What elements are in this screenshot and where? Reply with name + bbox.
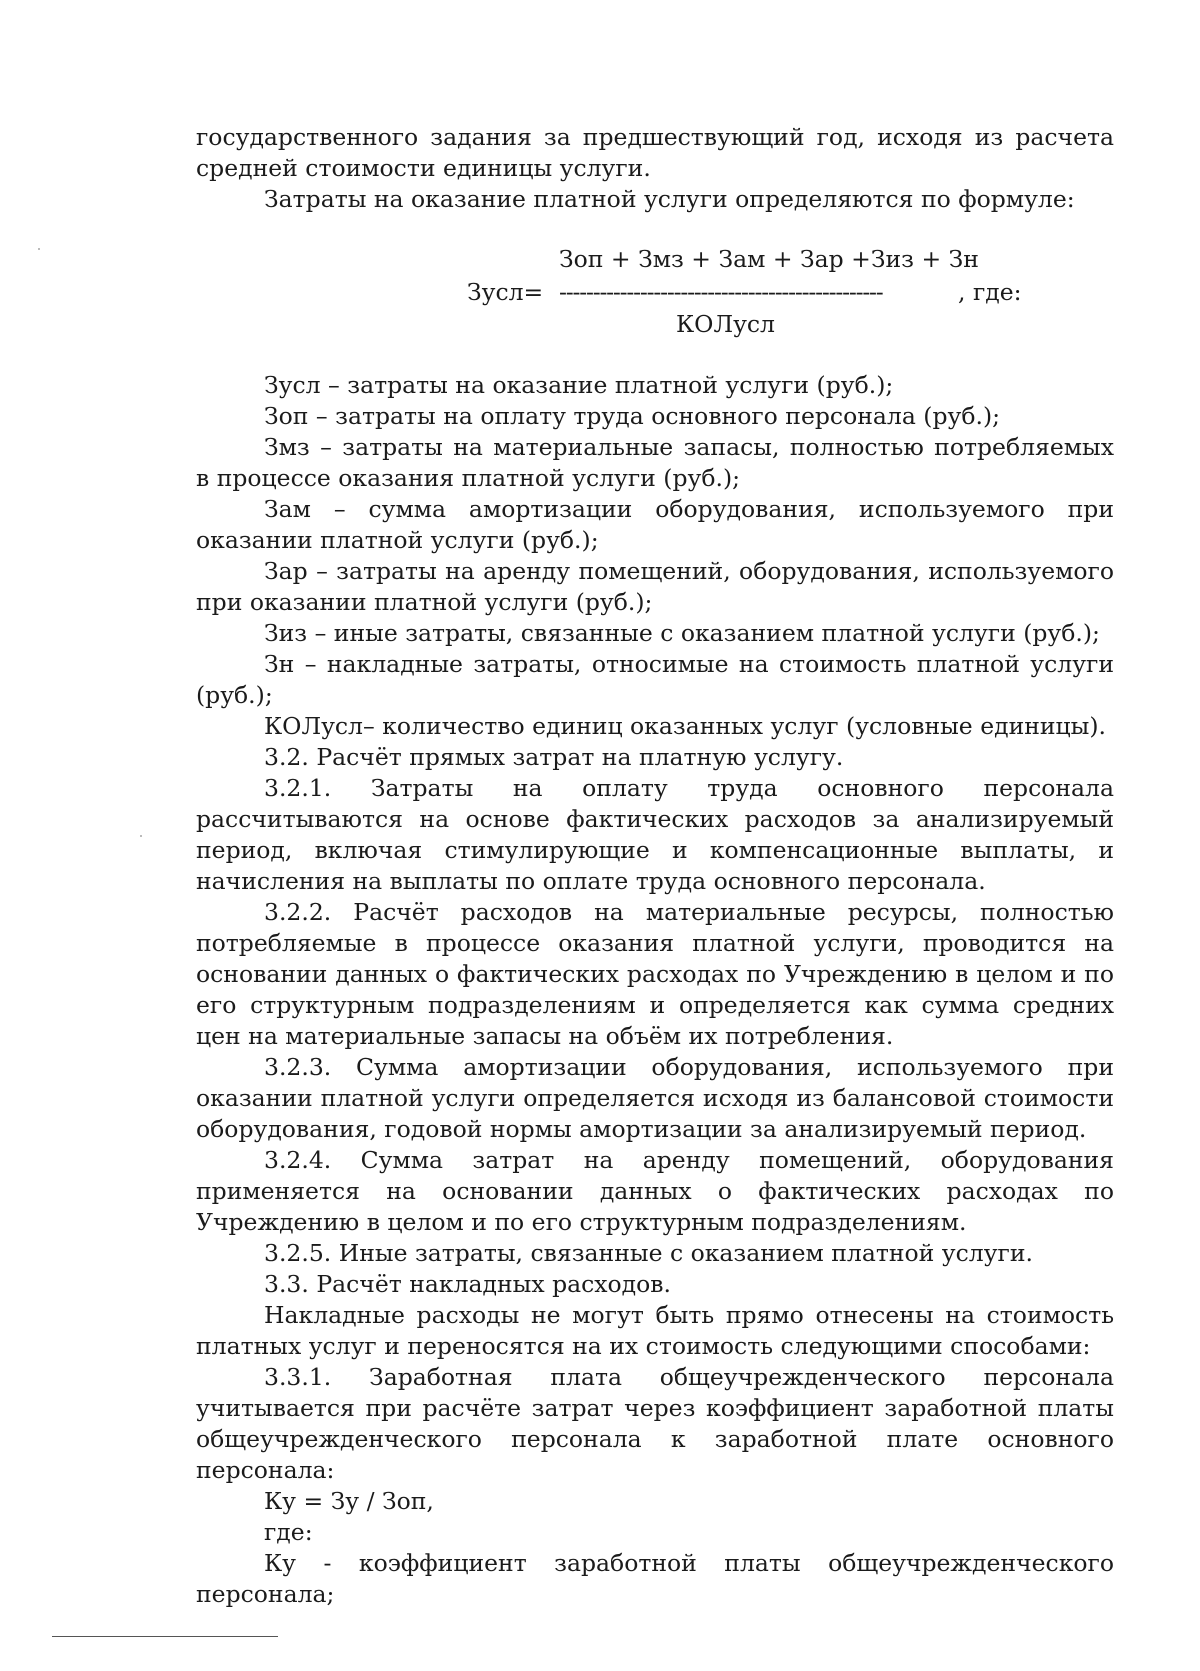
formula-fraction-line: ------------------------------------------------ <box>559 278 883 306</box>
paragraph: 3.2.4. Сумма затрат на аренду помещений, оборудования применяется на основании данных о фактических расходах по Учреждению в целом и по его структурным подразделениям. <box>196 1146 1114 1236</box>
top-text <box>196 122 1114 215</box>
paragraph: КОЛусл– количество единиц оказанных услуг (условные единицы). <box>264 712 1107 740</box>
paragraph: Накладные расходы не могут быть прямо отнесены на стоимость платных услуг и переносятся на их стоимость следующими способами: <box>196 1301 1114 1360</box>
paragraph: Затраты на оказание платной услуги определяются по формуле: <box>264 185 1075 213</box>
paragraph: 3.2.1. Затраты на оплату труда основного персонала рассчитываются на основе фактических расходов за анализируемый период, включая стимулирующие и компенсационные выплаты, и начисления на выплаты по оплате труда основного персонала. <box>196 774 1114 895</box>
formula-denominator: КОЛусл <box>676 310 775 338</box>
formula-suffix: , где: <box>958 278 1022 306</box>
main-text <box>196 370 1114 1610</box>
paragraph: 3.2.3. Сумма амортизации оборудования, используемого при оказании платной услуги определяется исходя из балансовой стоимости оборудования, годовой нормы амортизации за анализируемый период. <box>196 1053 1114 1143</box>
paragraph: Зиз – иные затраты, связанные с оказанием платной услуги (руб.); <box>264 619 1100 647</box>
paragraph: Зоп – затраты на оплату труда основного персонала (руб.); <box>264 402 1001 430</box>
paragraph: Зн – накладные затраты, относимые на стоимость платной услуги (руб.); <box>196 650 1114 709</box>
footnote-rule <box>52 1636 278 1637</box>
formula-inline: Ку = Зу / Зоп, <box>264 1487 434 1515</box>
formula-lhs: Зусл= <box>467 278 544 306</box>
scan-artifact <box>38 248 40 250</box>
section-heading: 3.3. Расчёт накладных расходов. <box>264 1270 672 1298</box>
paragraph: Зусл – затраты на оказание платной услуги (руб.); <box>264 371 894 399</box>
paragraph: 3.2.2. Расчёт расходов на материальные ресурсы, полностью потребляемые в процессе оказания платной услуги, проводится на основании данных о фактических расходах по Учреждению в целом и по его структурным подразделениям и определяется как сумма средних цен на материальные запасы на объём их потребления. <box>196 898 1114 1050</box>
paragraph: Зам – сумма амортизации оборудования, используемого при оказании платной услуги (руб.); <box>196 495 1114 554</box>
paragraph: 3.3.1. Заработная плата общеучрежденческого персонала учитывается при расчёте затрат через коэффициент заработной платы общеучрежденческого персонала к заработной плате основного персонала: <box>196 1363 1114 1484</box>
paragraph: Змз – затраты на материальные запасы, полностью потребляемых в процессе оказания платной услуги (руб.); <box>196 433 1114 492</box>
paragraph: Ку - коэффициент заработной платы общеучрежденческого персонала; <box>196 1549 1114 1608</box>
section-heading: 3.2. Расчёт прямых затрат на платную услугу. <box>264 743 844 771</box>
formula-numerator: Зоп + Змз + Зам + Зар +Зиз + Зн <box>559 245 979 273</box>
paragraph: 3.2.5. Иные затраты, связанные с оказанием платной услуги. <box>264 1239 1033 1267</box>
paragraph: государственного задания за предшествующий год, исходя из расчета средней стоимости единицы услуги. <box>196 123 1114 182</box>
scan-artifact <box>140 835 142 837</box>
paragraph: где: <box>264 1518 313 1546</box>
paragraph: Зар – затраты на аренду помещений, оборудования, используемого при оказании платной услуги (руб.); <box>196 557 1114 616</box>
